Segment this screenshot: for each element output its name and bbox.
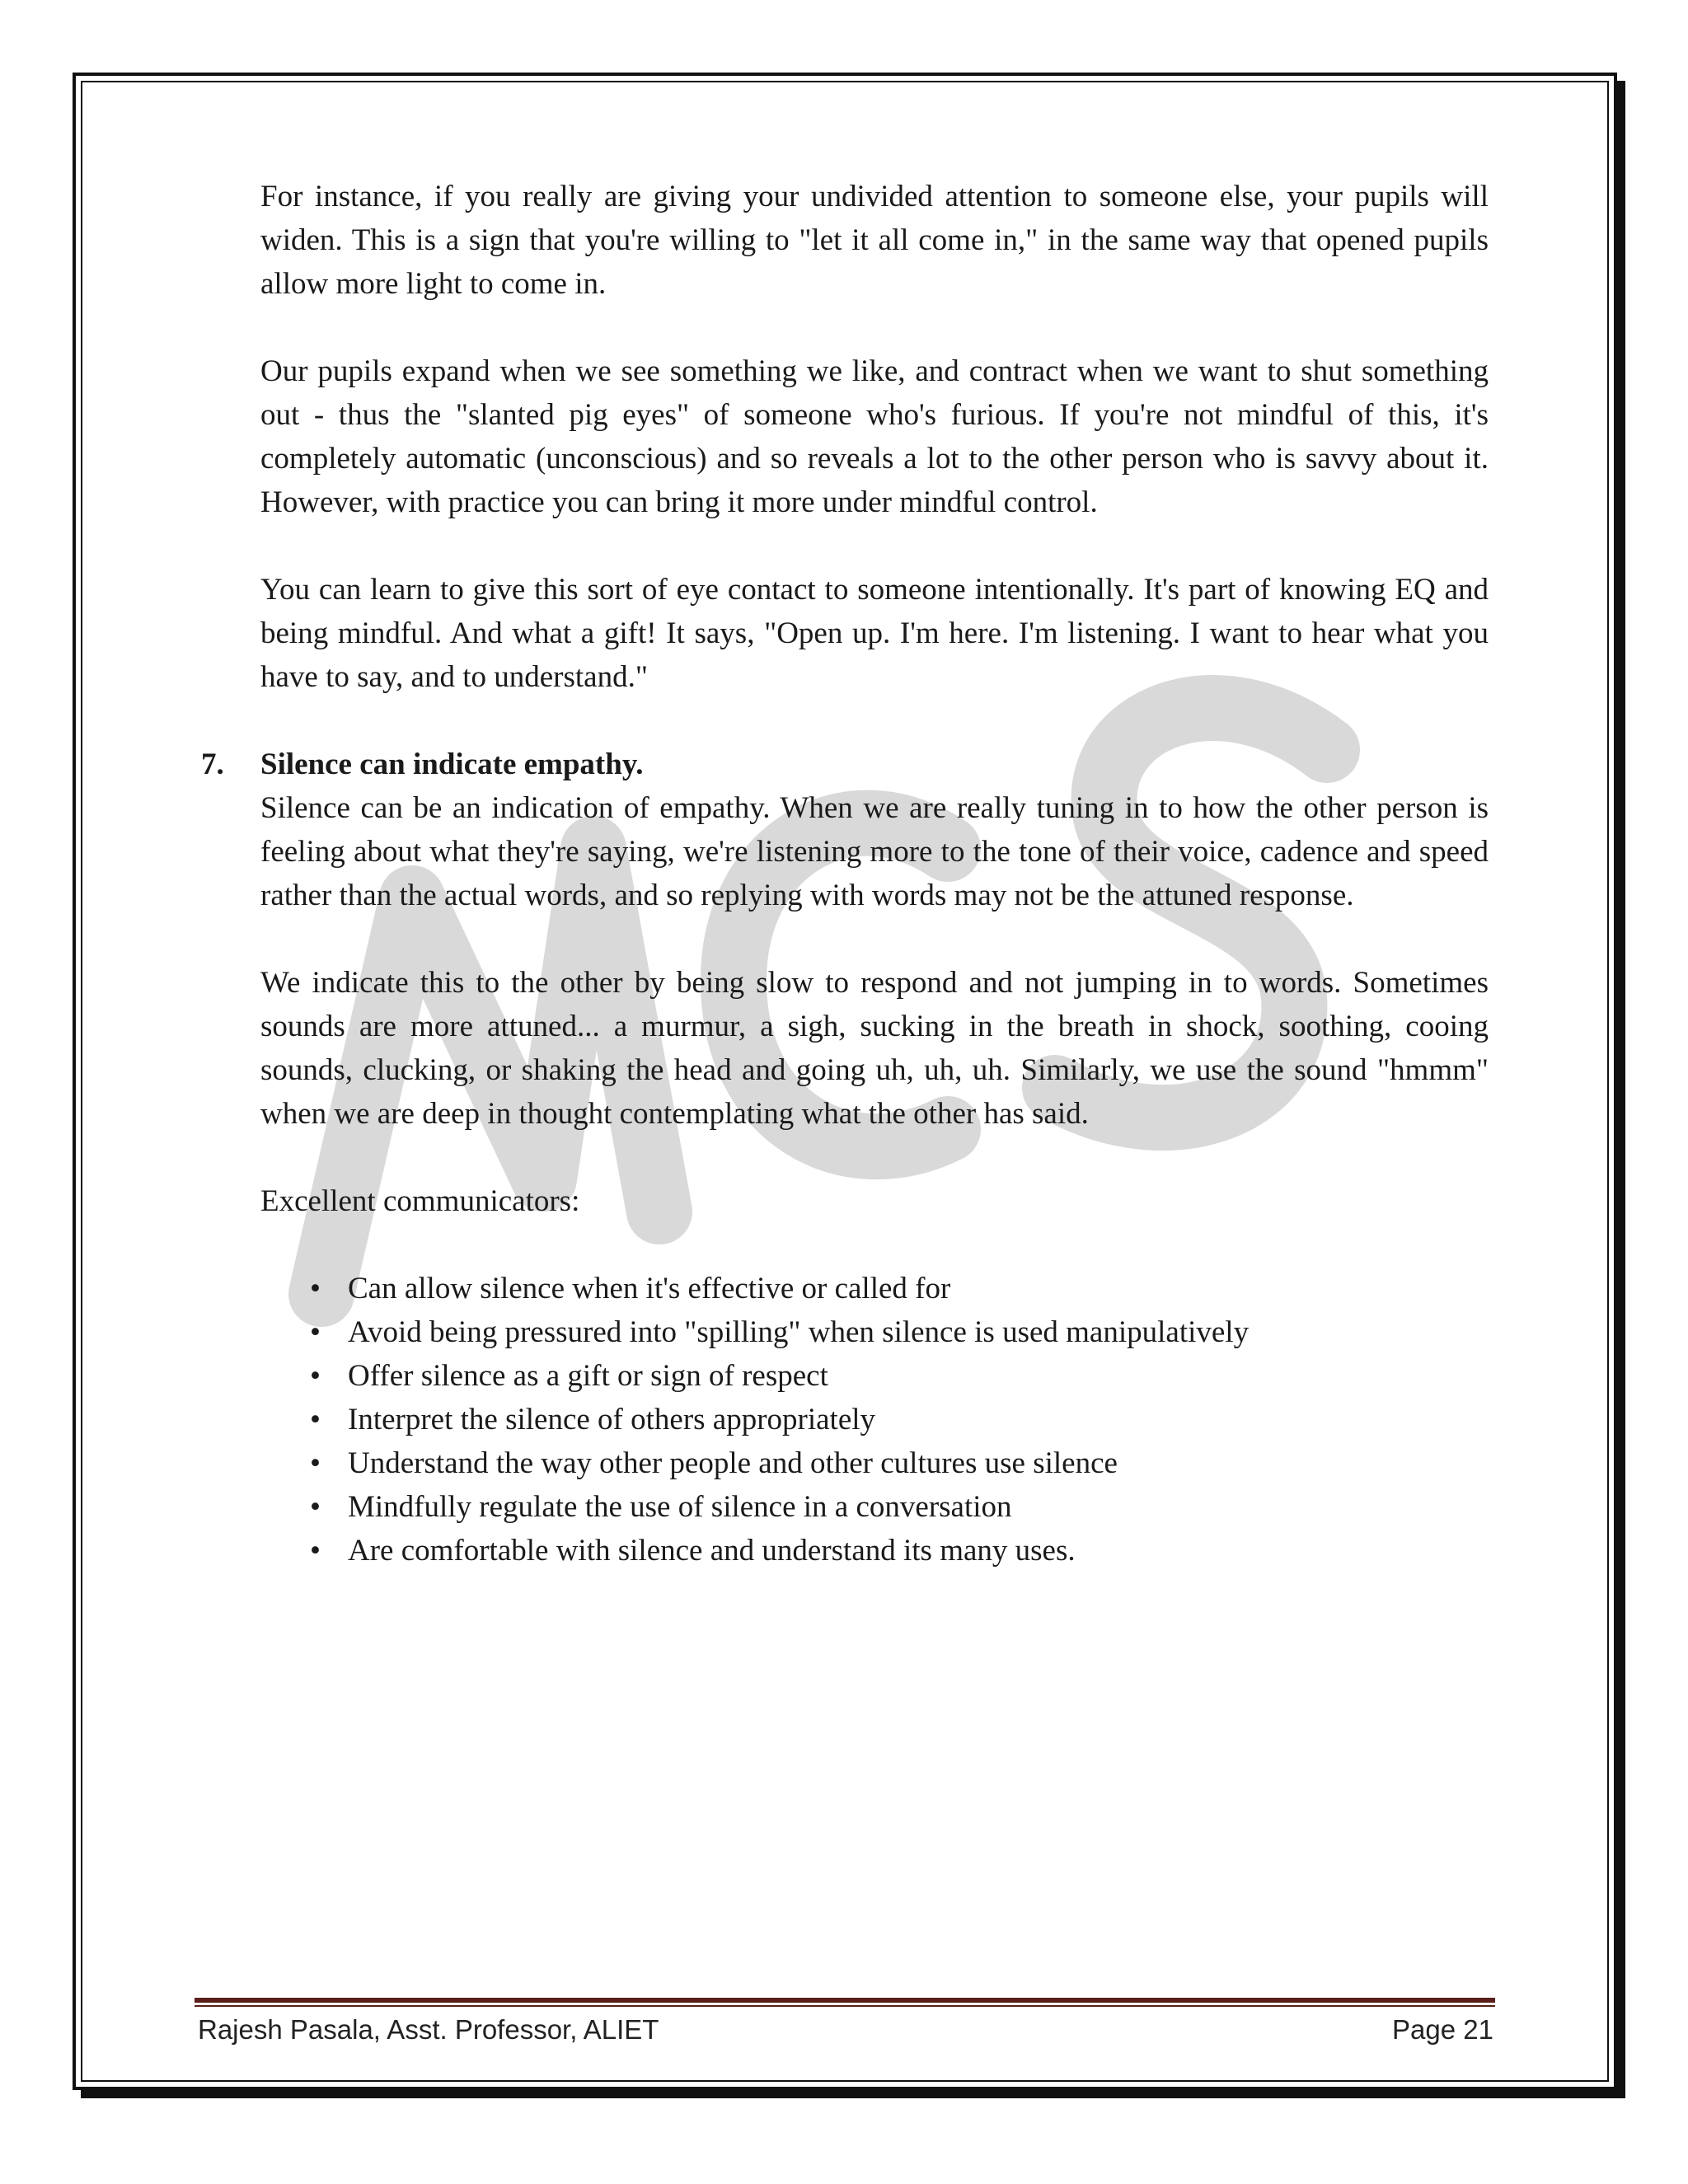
list-item: • Mindfully regulate the use of silence in a conversation (310, 1485, 1489, 1529)
bullet-icon: • (310, 1534, 321, 1568)
bullet-icon: • (310, 1359, 321, 1393)
page-content (201, 175, 1489, 1572)
paragraph-eye-contact: You can learn to give this sort of eye contact to someone intentionally. It's part of knowing EQ and being mindful. And what a gift! It says, "Open up. I'm here. I'm listening. I want to hear what you have to say, and to understand." (260, 573, 1489, 694)
list-item: • Interpret the silence of others appropriately (310, 1398, 1489, 1441)
bullet-icon: • (310, 1490, 321, 1524)
bullet-icon: • (310, 1272, 321, 1305)
bullet-icon: • (310, 1446, 321, 1480)
footer-rule (195, 1998, 1495, 2003)
list-item: • Can allow silence when it's effective or called for (310, 1267, 1489, 1310)
page-number: Page 21 (1392, 2014, 1493, 2045)
footer-rule-thin (195, 2005, 1495, 2007)
section-title: Silence can indicate empathy. (260, 748, 644, 781)
paragraph-pupils-expand: Our pupils expand when we see something we like, and contract when we want to shut something out - thus the "slanted pig eyes" of someone who's furious. If you're not mindful of this, it's completely automatic (unconscious) and so reveals a lot to the other person who is savvy about it. However, with practice you can bring it more under mindful control. (260, 354, 1489, 519)
list-item: • Understand the way other people and other cultures use silence (310, 1441, 1489, 1485)
page-footer (198, 2014, 1493, 2046)
section-number: 7. (201, 748, 224, 781)
paragraph-slow-respond: We indicate this to the other by being slow to respond and not jumping in to words. Sometimes sounds are more attuned... a murmur, a sigh, sucking in the breath in shock, soothing, cooing sounds, clucking, or shaking the head and going uh, uh, uh. Similarly, we use the sound "hmmm" when we are deep in thought contemplating what the other has said. (260, 966, 1489, 1131)
footer-author: Rajesh Pasala, Asst. Professor, ALIET (198, 2014, 659, 2045)
paragraph-pupils-widen: For instance, if you really are giving your undivided attention to someone else, your pupils will widen. This is a sign that you're willing to "let it all come in," in the same way that opened pupils allow more light to come in. (260, 180, 1489, 301)
communicators-list (260, 1267, 1489, 1572)
bullet-icon: • (310, 1403, 321, 1436)
paragraph-silence-empathy: Silence can be an indication of empathy. When we are really tuning in to how the other person is feeling about what they're saying, we're listening more to the tone of their voice, cadence and speed rather than the actual words, and so replying with words may not be the attuned response. (260, 791, 1489, 912)
section-heading (201, 743, 1489, 786)
paragraph-excellent-communicators: Excellent communicators: (260, 1184, 580, 1218)
list-item: • Offer silence as a gift or sign of respect (310, 1354, 1489, 1398)
list-item: • Are comfortable with silence and understand its many uses. (310, 1529, 1489, 1572)
list-item: • Avoid being pressured into "spilling" when silence is used manipulatively (310, 1310, 1489, 1354)
bullet-icon: • (310, 1315, 321, 1349)
